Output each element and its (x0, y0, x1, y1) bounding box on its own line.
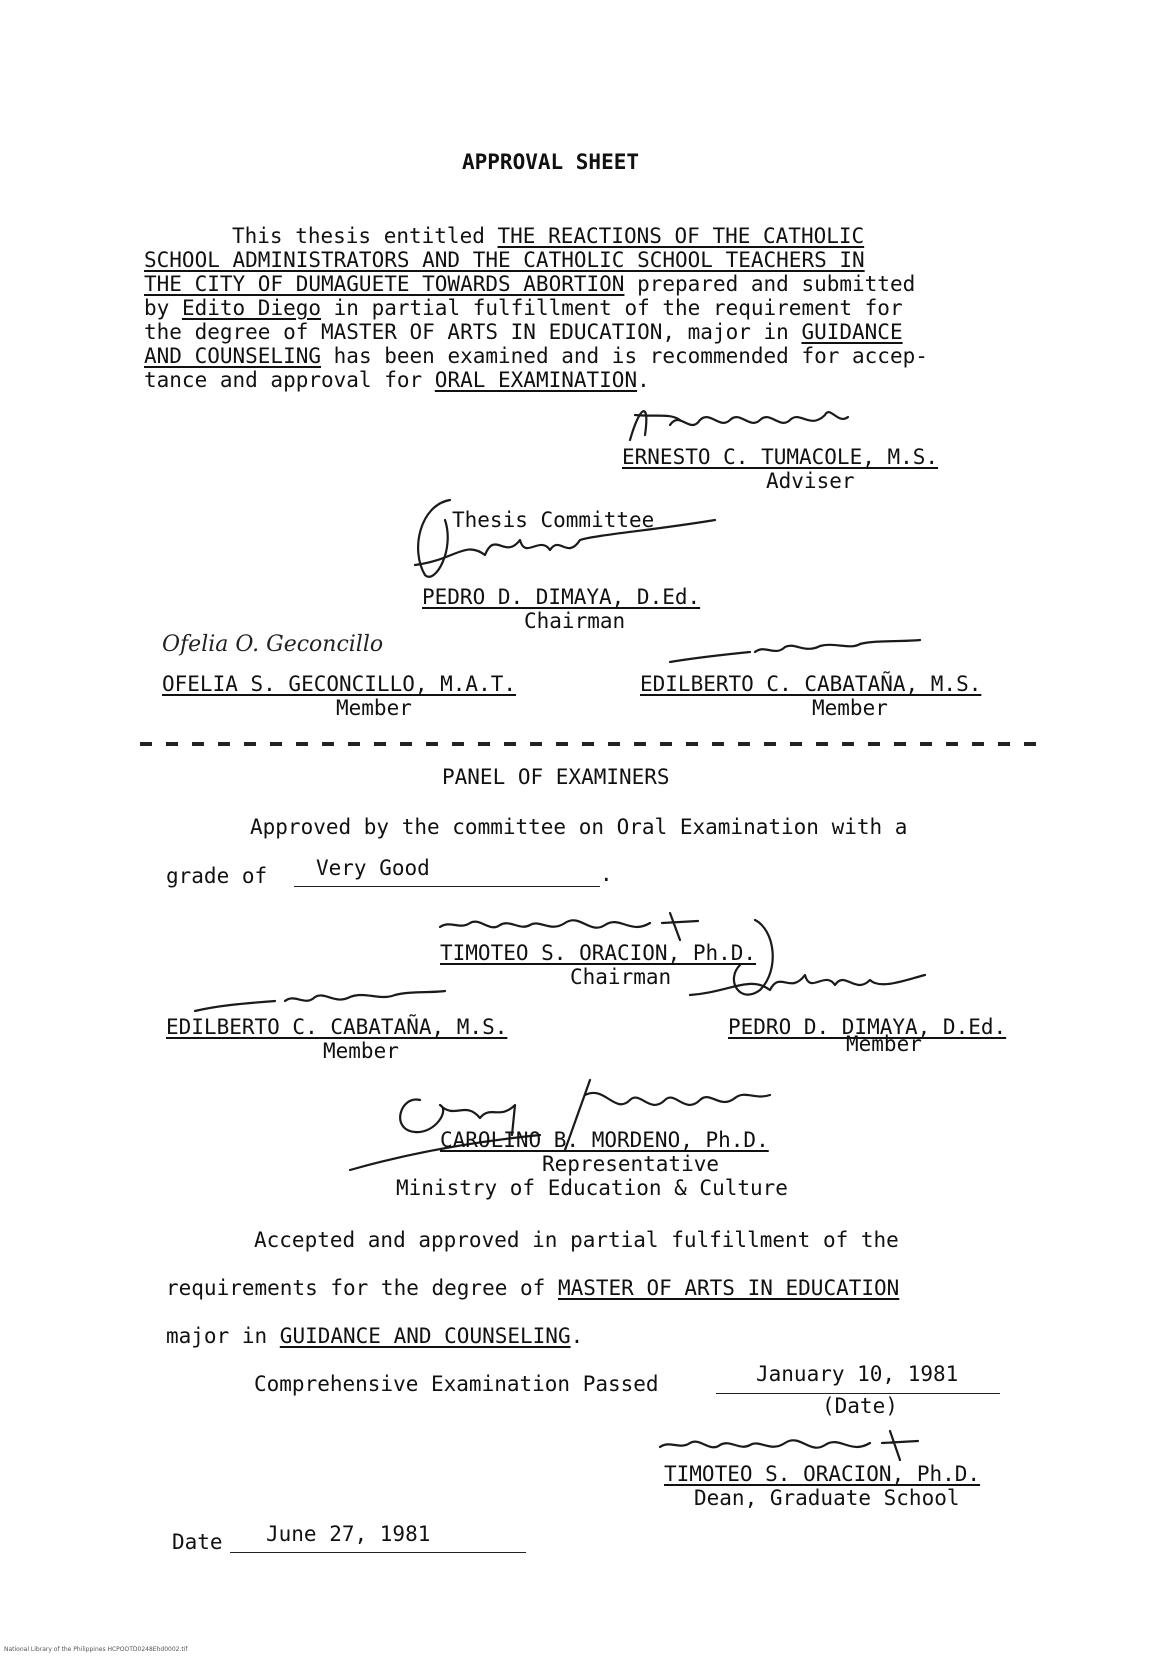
intro-text: tance and approval for (144, 368, 435, 392)
panel-member2-signature (680, 910, 930, 1020)
date-label: Date (172, 1530, 223, 1554)
committee-member2-role: Member (812, 696, 888, 720)
major-text: AND COUNSELING (144, 344, 322, 368)
intro-text: has been examined and is recommended for accep- (321, 344, 928, 368)
thesis-title: SCHOOL ADMINISTRATORS AND THE CATHOLIC SCHOOL TEACHERS IN (144, 248, 865, 272)
thesis-title: THE REACTIONS OF THE CATHOLIC (497, 224, 865, 248)
intro-line-2 (144, 248, 865, 272)
major-name: GUIDANCE AND COUNSELING (279, 1324, 571, 1348)
oral-exam-text: ORAL EXAMINATION (434, 368, 638, 392)
intro-line-1 (232, 224, 864, 248)
panel-member2-name: PEDRO D. DIMAYA, D.Ed. (728, 1015, 1007, 1039)
committee-member1-role: Member (336, 696, 412, 720)
grade-line (294, 886, 600, 887)
intro-line-6 (144, 344, 928, 368)
panel-heading: PANEL OF EXAMINERS (442, 765, 670, 789)
panel-member1-role: Member (323, 1039, 399, 1063)
comprehensive-exam-label: Comprehensive Examination Passed (254, 1372, 659, 1396)
acceptance-text: major in (166, 1324, 280, 1348)
acceptance-line-1: Accepted and approved in partial fulfillment of the (254, 1228, 899, 1252)
panel-approved-line: Approved by the committee on Oral Examination with a (250, 815, 908, 839)
intro-text: by (144, 296, 182, 320)
thesis-title: THE CITY OF DUMAGUETE TOWARDS ABORTION (144, 272, 625, 296)
author-name: Edito Diego (181, 296, 322, 320)
scan-footer: National Library of the Philippines HCPOOTD0248Ehd0002.tif (4, 1646, 188, 1653)
committee-member2-name: EDILBERTO C. CABATAÑA, M.S. (640, 672, 982, 696)
date-line (230, 1552, 526, 1553)
acceptance-line-3 (166, 1324, 583, 1348)
intro-line-4 (144, 296, 903, 320)
dean-role: Dean, Graduate School (694, 1486, 960, 1510)
adviser-role: Adviser (766, 469, 855, 493)
panel-member1-signature (190, 983, 450, 1017)
representative-org: Ministry of Education & Culture (396, 1176, 788, 1200)
intro-text: in partial fulfillment of the requirement for (321, 296, 903, 320)
comprehensive-exam-date-caption: (Date) (822, 1394, 898, 1418)
panel-member2-role: Member (846, 1032, 922, 1056)
adviser-name: ERNESTO C. TUMACOLE, M.S. (622, 445, 939, 469)
dean-name: TIMOTEO S. ORACION, Ph.D. (664, 1462, 981, 1486)
committee-chairman-name: PEDRO D. DIMAYA, D.Ed. (422, 585, 701, 609)
intro-text: prepared and submitted (624, 272, 916, 296)
acceptance-line-2 (166, 1276, 899, 1300)
major-text: GUIDANCE (801, 320, 903, 344)
committee-chairman-role: Chairman (524, 609, 626, 633)
intro-text: This thesis entitled (232, 224, 498, 248)
committee-heading: Thesis Committee (452, 508, 655, 532)
grade-end: . (600, 862, 613, 886)
committee-chairman-signature (395, 480, 725, 590)
acceptance-text: . (570, 1324, 584, 1348)
date-value: June 27, 1981 (266, 1522, 431, 1546)
section-divider (140, 742, 1040, 746)
page-title: APPROVAL SHEET (462, 150, 640, 174)
panel-member1-name: EDILBERTO C. CABATAÑA, M.S. (166, 1015, 508, 1039)
grade-label: grade of (166, 864, 268, 888)
intro-line-5 (144, 320, 903, 344)
intro-text: . (637, 368, 650, 392)
intro-line-3 (144, 272, 915, 296)
representative-role: Representative (542, 1152, 720, 1176)
committee-member1-signature: Ofelia O. Geconcillo (162, 632, 384, 657)
comprehensive-exam-date: January 10, 1981 (756, 1362, 959, 1386)
intro-line-7 (144, 368, 650, 392)
representative-name: CAROLINO B. MORDENO, Ph.D. (440, 1128, 769, 1152)
degree-name: MASTER OF ARTS IN EDUCATION (557, 1276, 900, 1300)
intro-text: the degree of MASTER OF ARTS IN EDUCATION, major in (144, 320, 802, 344)
committee-member1-name: OFELIA S. GECONCILLO, M.A.T. (162, 672, 517, 696)
committee-member2-signature (660, 632, 930, 672)
acceptance-text: requirements for the degree of (166, 1276, 558, 1300)
grade-value: Very Good (316, 856, 430, 880)
panel-chairman-name: TIMOTEO S. ORACION, Ph.D. (440, 941, 757, 965)
panel-chairman-role: Chairman (570, 965, 672, 989)
